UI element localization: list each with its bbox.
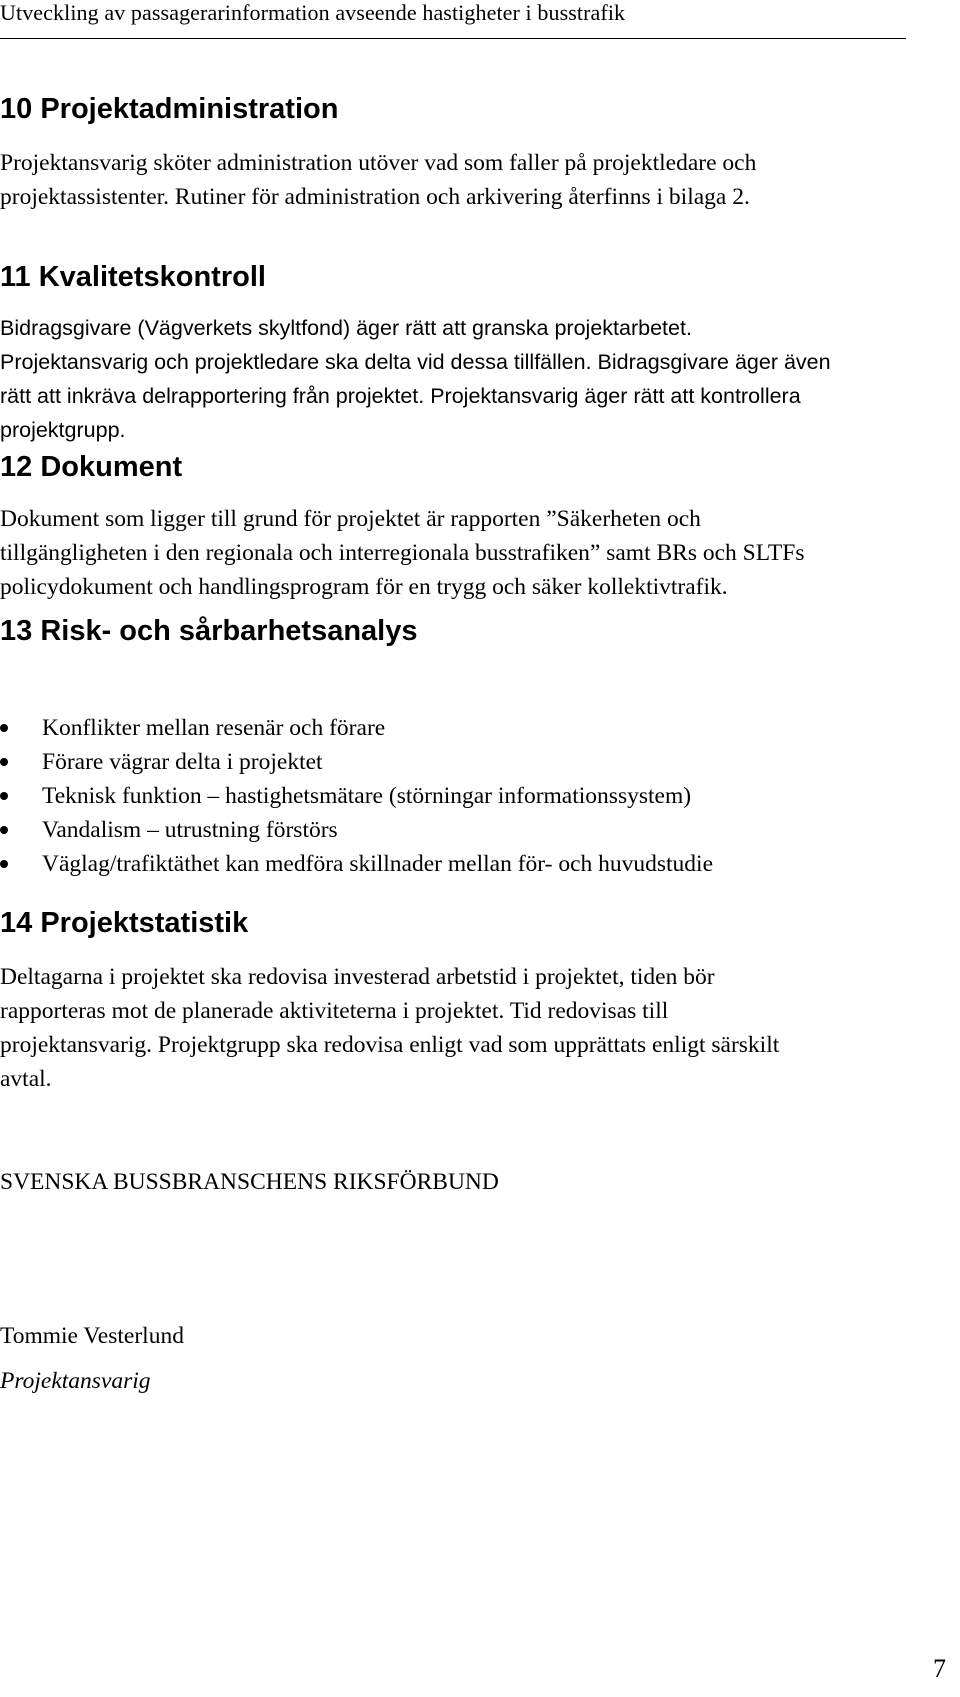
paragraph-line: policydokument och handlingsprogram för en trygg och säker kollektivtrafik.	[0, 574, 728, 600]
bullet-icon	[0, 758, 8, 766]
bullet-icon	[0, 826, 8, 834]
list-item	[0, 847, 713, 881]
bullet-icon	[0, 860, 8, 868]
list-item-text: Väglag/trafiktäthet kan medföra skillnader mellan för- och huvudstudie	[42, 851, 714, 877]
list-item	[0, 711, 713, 745]
organization-name: SVENSKA BUSSBRANSCHENS RIKSFÖRBUND	[0, 1169, 499, 1195]
paragraph-line: rätt att inkräva delrapportering från projektet. Projektansvarig äger rätt att kontrollera	[0, 384, 801, 408]
list-item	[0, 779, 713, 813]
list-item	[0, 745, 713, 779]
section-heading-14: 14 Projektstatistik	[0, 907, 249, 939]
paragraph-line: avtal.	[0, 1066, 52, 1092]
paragraph-line: tillgängligheten i den regionala och interregionala busstrafiken” samt BRs och SLTFs	[0, 540, 805, 566]
section-heading-12: 12 Dokument	[0, 451, 183, 483]
bullet-icon	[0, 724, 8, 732]
list-item-text: Vandalism – utrustning förstörs	[42, 817, 338, 843]
section-heading-10: 10 Projektadministration	[0, 93, 339, 125]
paragraph-line: Dokument som ligger till grund för projektet är rapporten ”Säkerheten och	[0, 506, 701, 532]
list-item-text: Teknisk funktion – hastighetsmätare (störningar informationssystem)	[42, 783, 692, 809]
bullet-icon	[0, 792, 8, 800]
section-heading-13: 13 Risk- och sårbarhetsanalys	[0, 615, 418, 647]
paragraph-line: Projektansvarig och projektledare ska delta vid dessa tillfällen. Bidragsgivare äger även	[0, 350, 831, 374]
section-12-paragraph	[0, 502, 805, 604]
section-heading-11: 11 Kvalitetskontroll	[0, 261, 266, 293]
paragraph-line: projektgrupp.	[0, 418, 126, 442]
paragraph-line: Deltagarna i projektet ska redovisa investerad arbetstid i projektet, tiden bör	[0, 964, 715, 990]
section-10-paragraph	[0, 146, 756, 214]
paragraph-line: projektassistenter. Rutiner för administration och arkivering återfinns i bilaga 2.	[0, 184, 750, 210]
risk-list	[0, 711, 713, 881]
paragraph-line: Bidragsgivare (Vägverkets skyltfond) äger rätt att granska projektarbetet.	[0, 316, 692, 340]
section-14-paragraph	[0, 960, 779, 1096]
header-rule	[0, 38, 906, 39]
paragraph-line: Projektansvarig sköter administration utöver vad som faller på projektledare och	[0, 150, 757, 176]
signatory-name: Tommie Vesterlund	[0, 1323, 184, 1349]
list-item-text: Förare vägrar delta i projektet	[42, 749, 323, 775]
page-number: 7	[933, 1654, 946, 1683]
list-item	[0, 813, 713, 847]
paragraph-line: rapporteras mot de planerade aktiviteterna i projektet. Tid redovisas till	[0, 998, 669, 1024]
paragraph-line: projektansvarig. Projektgrupp ska redovisa enligt vad som upprättats enligt särskilt	[0, 1032, 780, 1058]
running-header: Utveckling av passagerarinformation avseende hastigheter i busstrafik	[0, 0, 626, 25]
signatory-role: Projektansvarig	[0, 1368, 151, 1394]
list-item-text: Konflikter mellan resenär och förare	[42, 715, 386, 741]
section-11-paragraph	[0, 311, 831, 447]
